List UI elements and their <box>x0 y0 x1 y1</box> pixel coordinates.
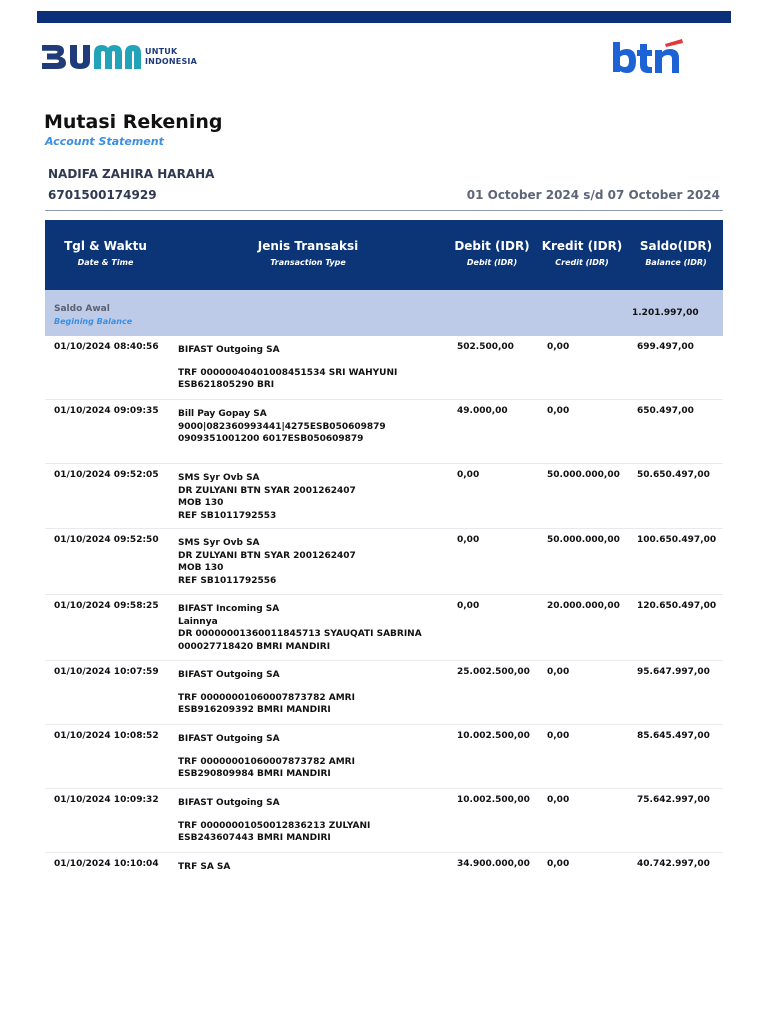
row-credit: 0,00 <box>547 342 570 352</box>
row-date: 01/10/2024 09:58:25 <box>54 601 159 611</box>
row-type-gap <box>178 810 370 820</box>
row-balance: 40.742.997,00 <box>637 859 710 869</box>
row-type-line: 000027718420 BMRI MANDIRI <box>178 641 331 652</box>
row-type-gap <box>178 746 355 756</box>
header-balance-label: Saldo(IDR) <box>639 239 713 253</box>
table-header <box>45 220 723 290</box>
btn-logo <box>612 38 684 78</box>
row-type-line: DR ZULYANI BTN SYAR 2001262407 <box>178 550 356 561</box>
table-row <box>45 464 723 529</box>
table-row <box>45 725 723 789</box>
table-row <box>45 529 723 595</box>
row-type-line: MOB 130 <box>178 498 224 509</box>
row-type-line: MOB 130 <box>178 563 224 574</box>
row-type <box>178 733 355 781</box>
opening-balance-row <box>45 290 723 336</box>
row-type-line: BIFAST Outgoing SA <box>178 798 280 808</box>
row-type-line: Lainnya <box>178 616 218 627</box>
opening-balance-sublabel: Begining Balance <box>54 317 133 326</box>
row-date: 01/10/2024 09:09:35 <box>54 406 159 416</box>
row-date: 01/10/2024 10:09:32 <box>54 795 159 805</box>
row-type-line: SMS Syr Ovb SA <box>178 473 260 483</box>
row-balance: 85.645.497,00 <box>637 731 710 741</box>
row-type-line: TRF SA SA <box>178 862 231 872</box>
row-balance: 699.497,00 <box>637 342 694 352</box>
row-debit: 0,00 <box>457 470 480 480</box>
transaction-rows <box>45 336 723 893</box>
row-type-line: REF SB1011792553 <box>178 510 277 521</box>
row-balance: 120.650.497,00 <box>637 601 717 611</box>
row-date: 01/10/2024 08:40:56 <box>54 342 159 352</box>
header-credit-sublabel: Credit (IDR) <box>555 258 609 267</box>
row-type <box>178 537 356 587</box>
header-type-label: Jenis Transaksi <box>257 239 359 253</box>
header-balance <box>629 239 723 267</box>
row-debit: 49.000,00 <box>457 406 508 416</box>
table-row <box>45 789 723 853</box>
header-divider <box>45 210 723 211</box>
row-credit: 20.000.000,00 <box>547 601 620 611</box>
row-debit: 0,00 <box>457 601 480 611</box>
header-debit-label: Debit (IDR) <box>454 239 530 253</box>
header-credit <box>537 239 627 267</box>
table-row <box>45 400 723 464</box>
header-debit <box>447 239 537 267</box>
row-debit: 0,00 <box>457 535 480 545</box>
row-type-line: TRF 00000001060007873782 AMRI <box>178 756 355 767</box>
row-balance: 75.642.997,00 <box>637 795 710 805</box>
row-type <box>178 861 230 874</box>
table-row <box>45 336 723 400</box>
row-credit: 0,00 <box>547 406 570 416</box>
row-type-line: 0909351001200 6017ESB050609879 <box>178 434 364 445</box>
document-subtitle: Account Statement <box>45 135 164 148</box>
table-row <box>45 595 723 661</box>
table-row <box>45 661 723 725</box>
row-credit: 50.000.000,00 <box>547 535 620 545</box>
top-accent-bar <box>37 11 731 23</box>
row-type <box>178 472 356 522</box>
row-type-line: BIFAST Outgoing SA <box>178 670 280 680</box>
header-date-label: Tgl & Waktu <box>64 239 147 253</box>
row-type-gap <box>178 682 355 692</box>
row-balance: 95.647.997,00 <box>637 667 710 677</box>
row-type-line: TRF 00000001050012836213 ZULYANI <box>178 820 371 831</box>
document-title: Mutasi Rekening <box>44 111 223 133</box>
row-credit: 0,00 <box>547 795 570 805</box>
row-date: 01/10/2024 10:10:04 <box>54 859 159 869</box>
header-balance-sublabel: Balance (IDR) <box>645 258 707 267</box>
account-number: 6701500174929 <box>48 188 157 202</box>
row-type-gap <box>178 357 397 367</box>
row-type-line: BIFAST Outgoing SA <box>178 734 280 744</box>
bumn-logo <box>40 40 197 74</box>
row-balance: 650.497,00 <box>637 406 694 416</box>
header-type <box>173 239 443 267</box>
row-type-line: BIFAST Incoming SA <box>178 604 280 614</box>
row-type-line: TRF 0000004040100845153​4 SRI WAHYUNI <box>178 367 398 378</box>
row-debit: 502.500,00 <box>457 342 514 352</box>
row-type-line: ESB621805290 BRI <box>178 380 275 391</box>
bumn-tagline-line2: INDONESIA <box>145 57 198 66</box>
row-balance: 50.650.497,00 <box>637 470 710 480</box>
opening-balance-value: 1.201.997,00 <box>632 308 699 318</box>
row-credit: 0,00 <box>547 859 570 869</box>
header-credit-label: Kredit (IDR) <box>541 239 623 253</box>
row-type-line: ESB290809984 BMRI MANDIRI <box>178 769 331 780</box>
row-date: 01/10/2024 10:08:52 <box>54 731 159 741</box>
row-date: 01/10/2024 10:07:59 <box>54 667 159 677</box>
row-type <box>178 797 370 845</box>
table-row <box>45 853 723 893</box>
row-type-line: REF SB1011792556 <box>178 575 277 586</box>
row-type <box>178 669 355 717</box>
row-type-line: TRF 00000001060007873782 AMRI <box>178 692 355 703</box>
header-debit-sublabel: Debit (IDR) <box>466 258 518 267</box>
row-debit: 10.002.500,00 <box>457 731 530 741</box>
statement-period: 01 October 2024 s/d 07 October 2024 <box>466 188 720 202</box>
opening-balance-label: Saldo Awal <box>54 304 110 314</box>
row-balance: 100.650.497,00 <box>637 535 717 545</box>
row-debit: 34.900.000,00 <box>457 859 530 869</box>
row-type-line: SMS Syr Ovb SA <box>178 538 260 548</box>
header-type-sublabel: Transaction Type <box>270 258 346 267</box>
row-type <box>178 408 386 446</box>
row-type-line: Bill Pay Gopay SA <box>178 409 267 419</box>
row-date: 01/10/2024 09:52:50 <box>54 535 159 545</box>
header-date <box>45 239 166 267</box>
header-date-sublabel: Date & Time <box>77 258 134 267</box>
row-credit: 50.000.000,00 <box>547 470 620 480</box>
row-type-line: DR ZULYANI BTN SYAR 2001262407 <box>178 485 356 496</box>
bumn-tagline-line1: UNTUK <box>145 47 178 56</box>
account-holder-name: NADIFA ZAHIRA HARAHA <box>48 167 215 181</box>
row-debit: 10.002.500,00 <box>457 795 530 805</box>
row-type <box>178 603 422 653</box>
row-date: 01/10/2024 09:52:05 <box>54 470 159 480</box>
row-type-line: DR 00000001360011845713 SYAUQATI SABRINA <box>178 629 422 640</box>
row-type-line: ESB916209392 BMRI MANDIRI <box>178 705 331 716</box>
row-credit: 0,00 <box>547 667 570 677</box>
row-type <box>178 344 397 392</box>
row-credit: 0,00 <box>547 731 570 741</box>
row-debit: 25.002.500,00 <box>457 667 530 677</box>
row-type-line: 9000|082360993441|4275ESB050609879 <box>178 421 386 432</box>
bumn-tagline <box>145 47 197 67</box>
row-type-line: BIFAST Outgoing SA <box>178 345 280 355</box>
row-type-line: ESB243607443 BMRI MANDIRI <box>178 833 331 844</box>
bumn-wordmark-icon <box>40 41 142 73</box>
